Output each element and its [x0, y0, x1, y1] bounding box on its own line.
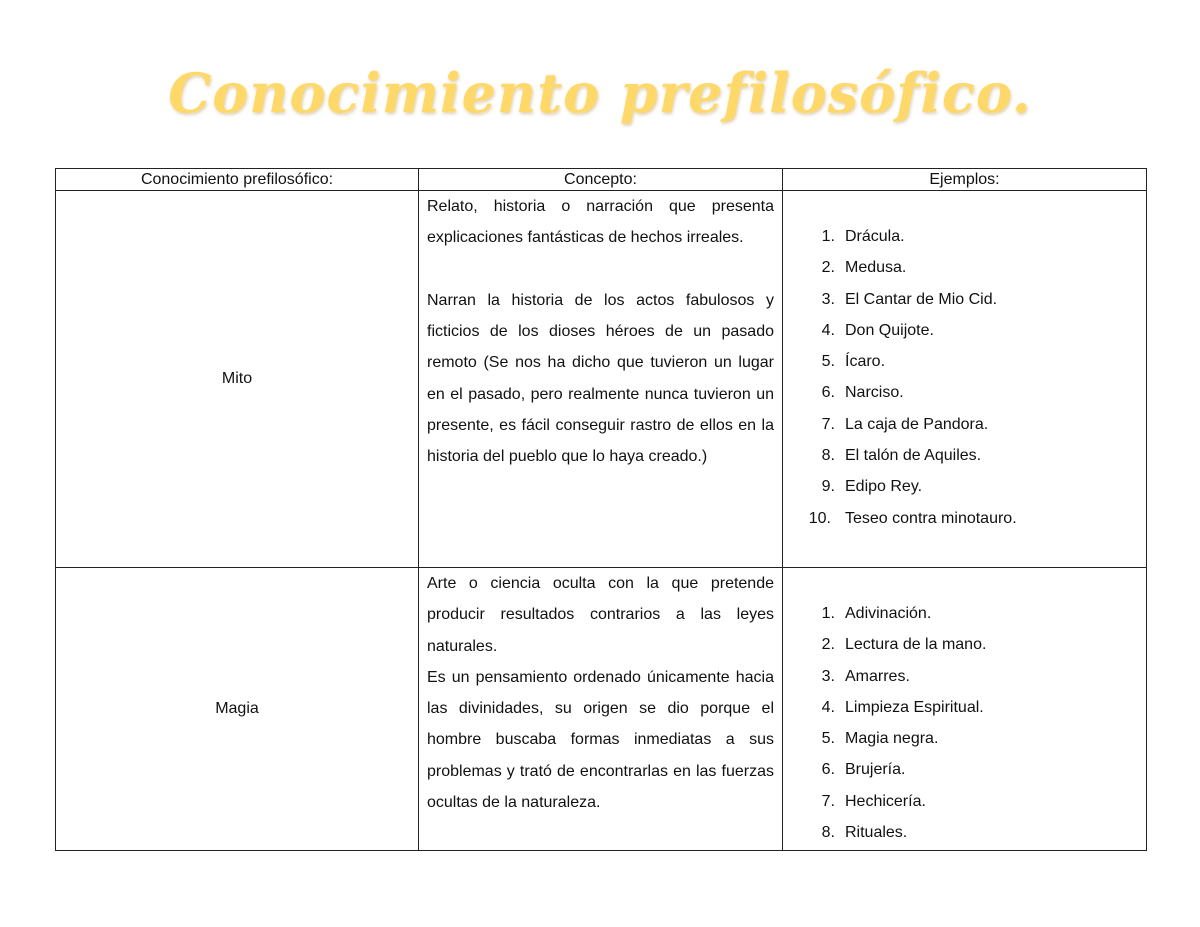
list-item-text: Brujería.	[845, 761, 906, 779]
list-item	[783, 629, 1146, 660]
list-item	[783, 252, 1146, 283]
list-item	[783, 503, 1146, 534]
list-item	[783, 284, 1146, 315]
table-row-mito	[56, 191, 1147, 568]
list-number: 10.	[808, 509, 831, 527]
list-item-text: Don Quijote.	[845, 321, 934, 339]
list-number: 2.	[821, 636, 835, 654]
examples-cell-mito	[783, 191, 1147, 568]
header-examples: Ejemplos:	[783, 169, 1147, 191]
row-name-mito: Mito	[56, 191, 419, 568]
list-item-text: El talón de Aquiles.	[845, 447, 982, 465]
list-item-text: La caja de Pandora.	[845, 415, 989, 433]
concept-text-magia	[427, 568, 774, 818]
list-item-text: El Cantar de Mio Cid.	[845, 290, 998, 308]
list-item	[783, 661, 1146, 692]
list-item-text: Adivinación.	[845, 605, 932, 622]
prephilosophical-table	[55, 168, 1147, 851]
list-number: 9.	[821, 478, 835, 496]
list-number: 2.	[821, 259, 835, 277]
list-item-text: Lectura de la mano.	[845, 636, 987, 654]
list-number: 7.	[821, 415, 835, 433]
list-number: 3.	[821, 667, 835, 685]
page-title: Conocimiento prefilosófico.	[168, 61, 1032, 125]
list-number: 6.	[821, 384, 835, 402]
header-concept: Concepto:	[419, 169, 783, 191]
concept-paragraph: Narran la historia de los actos fabulosos y ficticios de los dioses héroes de un pasado remoto (Se nos ha dicho que tuvieron un lugar en el pasado, pero realmente nunca tuvieron un presente, es fácil conseguir rastro de ellos en la historia del pueblo que lo haya creado.)	[427, 291, 774, 466]
list-number: 6.	[821, 761, 835, 779]
table-header-row	[56, 169, 1147, 191]
list-item	[783, 817, 1146, 848]
list-item-text: Ícaro.	[845, 353, 886, 371]
row-name-magia: Magia	[56, 568, 419, 851]
list-item	[783, 346, 1146, 377]
concept-cell-magia	[419, 568, 783, 851]
list-item	[783, 315, 1146, 346]
list-number: 1.	[821, 228, 835, 245]
paragraph-spacer	[427, 254, 774, 285]
list-item-text: Drácula.	[845, 228, 905, 245]
examples-list-mito	[783, 221, 1146, 534]
list-item	[783, 221, 1146, 252]
list-item	[783, 598, 1146, 629]
list-item-text: Amarres.	[845, 667, 910, 685]
list-number: 4.	[821, 698, 835, 716]
concept-paragraph: Es un pensamiento ordenado únicamente hacia las divinidades, su origen se dio porque el hombre buscaba formas inmediatas a sus problemas y trató de encontrarlas en las fuerzas ocultas de la naturaleza.	[427, 668, 774, 812]
list-number: 5.	[821, 730, 835, 748]
table-row-magia	[56, 568, 1147, 851]
list-item-text: Teseo contra minotauro.	[845, 509, 1017, 527]
list-item-text: Limpieza Espiritual.	[845, 698, 984, 716]
list-number: 8.	[821, 824, 835, 842]
list-item-text: Medusa.	[845, 259, 907, 277]
examples-list-magia	[783, 598, 1146, 848]
list-number: 1.	[821, 605, 835, 622]
list-item-text: Magia negra.	[845, 730, 939, 748]
list-item	[783, 786, 1146, 817]
examples-cell-magia	[783, 568, 1147, 851]
list-number: 5.	[821, 353, 835, 371]
list-number: 4.	[821, 321, 835, 339]
list-item	[783, 409, 1146, 440]
list-number: 7.	[821, 792, 835, 810]
concept-paragraph: Relato, historia o narración que presenta explicaciones fantásticas de hechos irreales.	[427, 198, 774, 247]
list-item	[783, 754, 1146, 785]
list-item	[783, 377, 1146, 408]
list-item-text: Rituales.	[845, 824, 908, 842]
list-item	[783, 440, 1146, 471]
list-number: 3.	[821, 290, 835, 308]
list-number: 8.	[821, 447, 835, 465]
concept-cell-mito	[419, 191, 783, 568]
list-item-text: Hechicería.	[845, 792, 926, 810]
header-prephilosophical: Conocimiento prefilosófico:	[56, 169, 419, 191]
concept-text-mito	[427, 191, 774, 473]
list-item-text: Edipo Rey.	[845, 478, 923, 496]
list-item-text: Narciso.	[845, 384, 904, 402]
list-item	[783, 692, 1146, 723]
list-item	[783, 471, 1146, 502]
list-item	[783, 723, 1146, 754]
concept-paragraph: Arte o ciencia oculta con la que pretende producir resultados contrarios a las leyes naturales.	[427, 575, 774, 655]
